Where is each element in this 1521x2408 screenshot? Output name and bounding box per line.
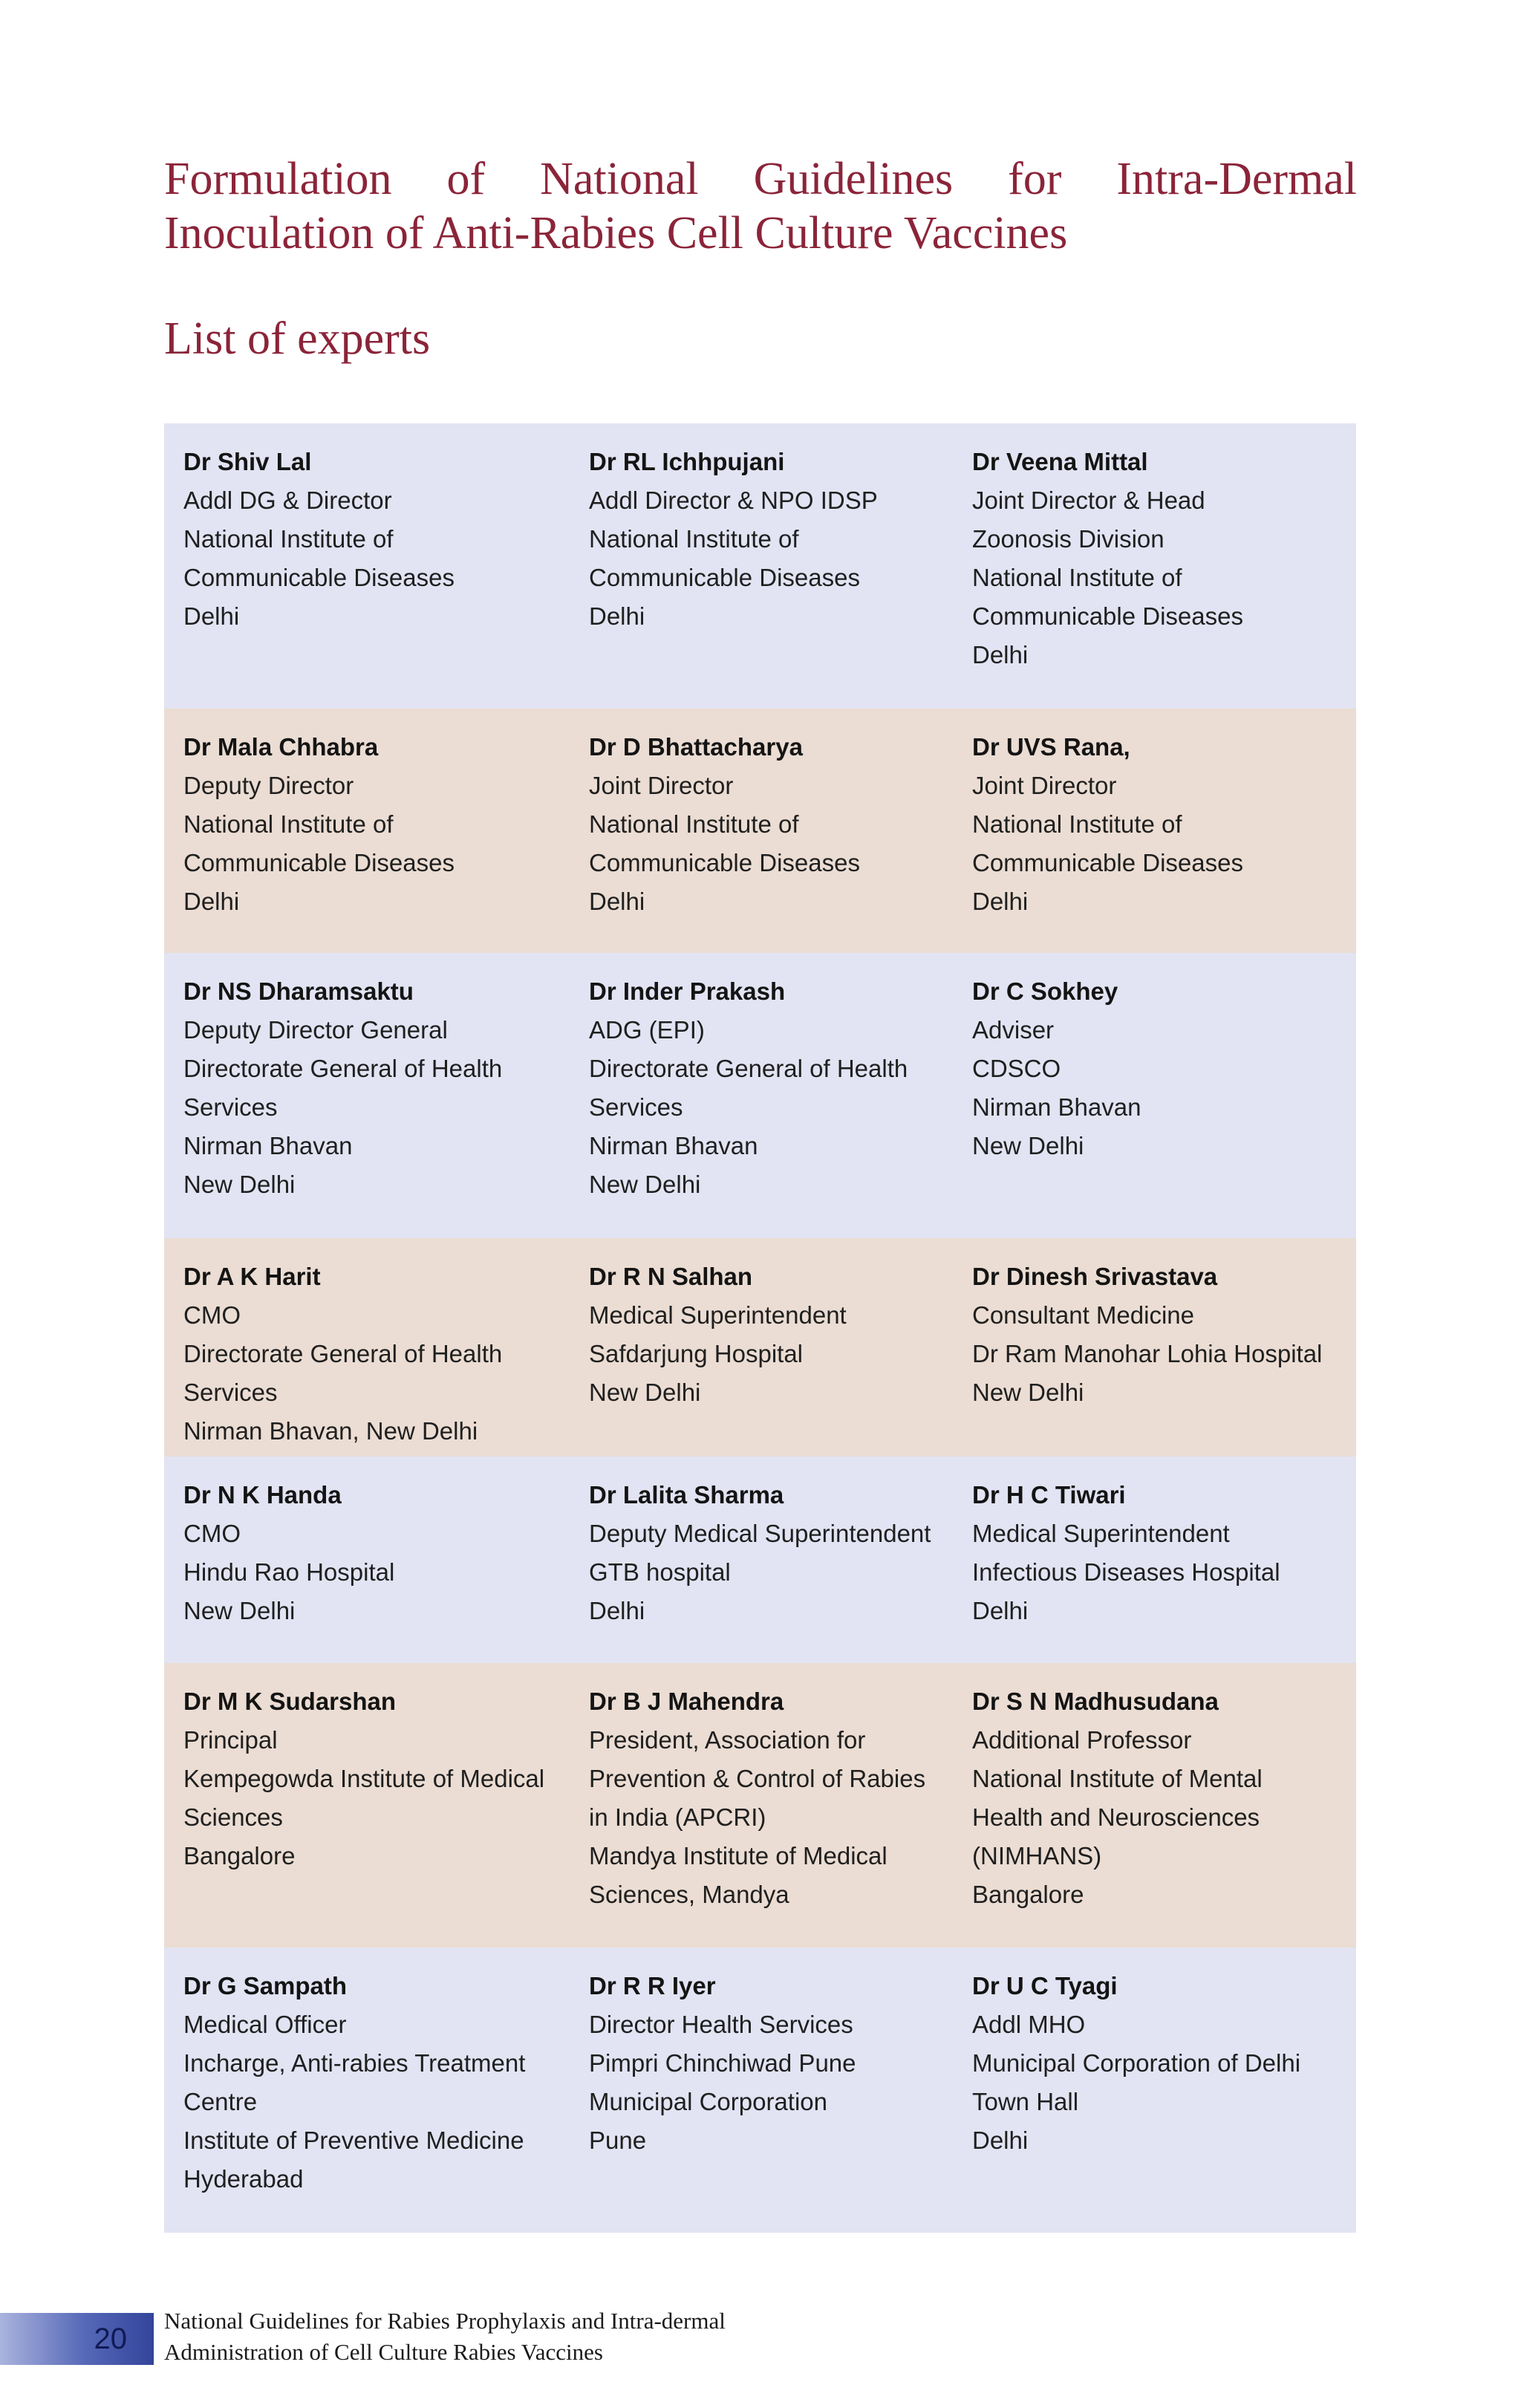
expert-name: Dr Dinesh Srivastava (972, 1263, 1218, 1290)
expert-affiliation-line: ADG (EPI) (589, 1016, 705, 1044)
expert-row (164, 1457, 1356, 1663)
expert-name: Dr Lalita Sharma (589, 1481, 784, 1509)
expert-affiliation-line: Mandya Institute of Medical (589, 1842, 887, 1870)
expert-affiliation-line: Town Hall (972, 2088, 1079, 2115)
expert-name: Dr R N Salhan (589, 1263, 753, 1290)
expert-affiliation-line: Pune (589, 2126, 647, 2154)
expert-affiliation-line: Communicable Diseases (183, 849, 455, 876)
expert-affiliation-line: Delhi (183, 888, 240, 915)
expert-entry (953, 1967, 1356, 2233)
expert-name: Dr M K Sudarshan (183, 1688, 397, 1715)
expert-row (164, 953, 1356, 1238)
expert-affiliation-line: Delhi (972, 1597, 1029, 1624)
expert-name: Dr Shiv Lal (183, 448, 312, 475)
expert-affiliation-line: National Institute of (972, 810, 1182, 838)
expert-affiliation-line: Medical Superintendent (589, 1301, 847, 1329)
expert-affiliation-line: Communicable Diseases (972, 849, 1243, 876)
expert-affiliation-line: Communicable Diseases (972, 602, 1243, 630)
expert-affiliation-line: CDSCO (972, 1055, 1061, 1082)
expert-affiliation-line: Delhi (972, 641, 1029, 668)
expert-name: Dr A K Harit (183, 1263, 321, 1290)
expert-affiliation-line: Dr Ram Manohar Lohia Hospital (972, 1340, 1323, 1367)
expert-affiliation-line: Centre (183, 2088, 258, 2115)
expert-affiliation-line: Addl MHO (972, 2011, 1086, 2038)
expert-entry (164, 1967, 570, 2233)
expert-affiliation-line: National Institute of (589, 525, 799, 553)
expert-affiliation-line: Additional Professor (972, 1726, 1192, 1754)
expert-affiliation-line: Deputy Director (183, 772, 354, 799)
expert-row (164, 1238, 1356, 1457)
expert-row (164, 1663, 1356, 1947)
expert-affiliation-line: Bangalore (972, 1881, 1084, 1908)
expert-name: Dr G Sampath (183, 1972, 348, 1999)
footer-line-1: National Guidelines for Rabies Prophylaxis and Intra-dermal (164, 2308, 726, 2334)
expert-affiliation-line: Joint Director (972, 772, 1117, 799)
expert-affiliation-line: Services (183, 1093, 278, 1121)
expert-name: Dr C Sokhey (972, 977, 1118, 1005)
expert-name: Dr UVS Rana, (972, 733, 1130, 761)
expert-affiliation-line: Delhi (589, 888, 645, 915)
expert-affiliation-line: National Institute of (589, 810, 799, 838)
expert-affiliation-line: Nirman Bhavan (972, 1093, 1141, 1121)
expert-entry (953, 1682, 1356, 1947)
expert-entry (953, 1476, 1356, 1663)
expert-entry (953, 728, 1356, 953)
expert-affiliation-line: Nirman Bhavan (589, 1132, 758, 1159)
expert-name: Dr U C Tyagi (972, 1972, 1118, 1999)
expert-name: Dr S N Madhusudana (972, 1688, 1219, 1715)
expert-affiliation-line: National Institute of Mental (972, 1765, 1263, 1792)
expert-name: Dr Inder Prakash (589, 977, 786, 1005)
expert-name: Dr Veena Mittal (972, 448, 1148, 475)
expert-entry (570, 1476, 953, 1663)
expert-affiliation-line: Delhi (589, 602, 645, 630)
expert-entry (570, 443, 953, 709)
expert-affiliation-line: (NIMHANS) (972, 1842, 1102, 1870)
expert-entry (953, 972, 1356, 1238)
expert-entry (953, 443, 1356, 709)
expert-entry (164, 1257, 570, 1457)
expert-affiliation-line: Directorate General of Health (183, 1055, 503, 1082)
expert-affiliation-line: Nirman Bhavan, New Delhi (183, 1417, 478, 1445)
expert-affiliation-line: Incharge, Anti-rabies Treatment (183, 2049, 526, 2077)
expert-name: Dr R R Iyer (589, 1972, 716, 1999)
expert-affiliation-line: Addl Director & NPO IDSP (589, 487, 878, 514)
expert-affiliation-line: Sciences (183, 1803, 283, 1831)
expert-affiliation-line: National Institute of (972, 564, 1182, 591)
expert-affiliation-line: Directorate General of Health (589, 1055, 908, 1082)
expert-affiliation-line: New Delhi (183, 1597, 296, 1624)
expert-affiliation-line: Adviser (972, 1016, 1055, 1044)
expert-affiliation-line: New Delhi (972, 1379, 1084, 1406)
expert-affiliation-line: Nirman Bhavan (183, 1132, 353, 1159)
expert-affiliation-line: CMO (183, 1520, 241, 1547)
expert-name: Dr N K Handa (183, 1481, 342, 1509)
expert-affiliation-line: Addl DG & Director (183, 487, 392, 514)
expert-affiliation-line: National Institute of (183, 810, 394, 838)
expert-entry (570, 972, 953, 1238)
expert-affiliation-line: GTB hospital (589, 1558, 731, 1586)
expert-affiliation-line: Infectious Diseases Hospital (972, 1558, 1280, 1586)
expert-affiliation-line: Communicable Diseases (589, 849, 860, 876)
expert-affiliation-line: Delhi (972, 888, 1029, 915)
expert-affiliation-line: CMO (183, 1301, 241, 1329)
expert-entry (570, 1257, 953, 1457)
expert-affiliation-line: Kempegowda Institute of Medical (183, 1765, 545, 1792)
expert-affiliation-line: Safdarjung Hospital (589, 1340, 804, 1367)
expert-entry (164, 443, 570, 709)
expert-affiliation-line: Services (589, 1093, 683, 1121)
expert-affiliation-line: Municipal Corporation of Delhi (972, 2049, 1301, 2077)
expert-name: Dr B J Mahendra (589, 1688, 784, 1715)
expert-affiliation-line: Delhi (589, 1597, 645, 1624)
expert-affiliation-line: National Institute of (183, 525, 394, 553)
expert-entry (570, 1967, 953, 2233)
experts-table (164, 423, 1356, 2233)
expert-affiliation-line: Services (183, 1379, 278, 1406)
expert-affiliation-line: Hindu Rao Hospital (183, 1558, 395, 1586)
expert-affiliation-line: Hyderabad (183, 2165, 304, 2193)
expert-affiliation-line: Pimpri Chinchiwad Pune (589, 2049, 856, 2077)
footer-line-2: Administration of Cell Culture Rabies Vaccines (164, 2339, 603, 2365)
expert-affiliation-line: Principal (183, 1726, 278, 1754)
page-number: 20 (94, 2323, 127, 2355)
expert-affiliation-line: New Delhi (589, 1379, 701, 1406)
expert-entry (164, 1476, 570, 1663)
section-heading: List of experts (164, 313, 431, 364)
expert-row (164, 1947, 1356, 2233)
expert-affiliation-line: New Delhi (589, 1171, 701, 1198)
expert-affiliation-line: in India (APCRI) (589, 1803, 766, 1831)
expert-entry (164, 972, 570, 1238)
expert-affiliation-line: Communicable Diseases (589, 564, 860, 591)
footer-text (164, 2306, 726, 2368)
expert-name: Dr Mala Chhabra (183, 733, 379, 761)
expert-name: Dr NS Dharamsaktu (183, 977, 414, 1005)
expert-affiliation-line: Medical Officer (183, 2011, 347, 2038)
expert-affiliation-line: Delhi (972, 2126, 1029, 2154)
expert-affiliation-line: Communicable Diseases (183, 564, 455, 591)
expert-affiliation-line: New Delhi (183, 1171, 296, 1198)
expert-affiliation-line: Zoonosis Division (972, 525, 1165, 553)
expert-affiliation-line: Directorate General of Health (183, 1340, 503, 1367)
expert-affiliation-line: Director Health Services (589, 2011, 853, 2038)
expert-affiliation-line: Deputy Director General (183, 1016, 448, 1044)
expert-entry (164, 1682, 570, 1947)
expert-name: Dr H C Tiwari (972, 1481, 1126, 1509)
expert-affiliation-line: Deputy Medical Superintendent (589, 1520, 931, 1547)
expert-entry (953, 1257, 1356, 1457)
expert-affiliation-line: Bangalore (183, 1842, 296, 1870)
expert-entry (570, 728, 953, 953)
expert-entry (570, 1682, 953, 1947)
page-title: Formulation of National Guidelines for Intra-Dermal Inoculation of Anti-Rabies Cell Culture Vaccines (164, 154, 1357, 258)
expert-affiliation-line: Prevention & Control of Rabies (589, 1765, 926, 1792)
expert-affiliation-line: Municipal Corporation (589, 2088, 827, 2115)
expert-affiliation-line: Consultant Medicine (972, 1301, 1194, 1329)
expert-affiliation-line: President, Association for (589, 1726, 866, 1754)
expert-entry (164, 728, 570, 953)
expert-affiliation-line: Sciences, Mandya (589, 1881, 789, 1908)
page-number-badge (0, 2313, 154, 2365)
expert-affiliation-line: Medical Superintendent (972, 1520, 1230, 1547)
expert-affiliation-line: Delhi (183, 602, 240, 630)
expert-affiliation-line: Health and Neurosciences (972, 1803, 1260, 1831)
expert-affiliation-line: New Delhi (972, 1132, 1084, 1159)
expert-affiliation-line: Institute of Preventive Medicine (183, 2126, 524, 2154)
expert-row (164, 709, 1356, 953)
expert-row (164, 423, 1356, 709)
expert-name: Dr RL Ichhpujani (589, 448, 785, 475)
expert-affiliation-line: Joint Director & Head (972, 487, 1205, 514)
expert-affiliation-line: Joint Director (589, 772, 734, 799)
expert-name: Dr D Bhattacharya (589, 733, 803, 761)
